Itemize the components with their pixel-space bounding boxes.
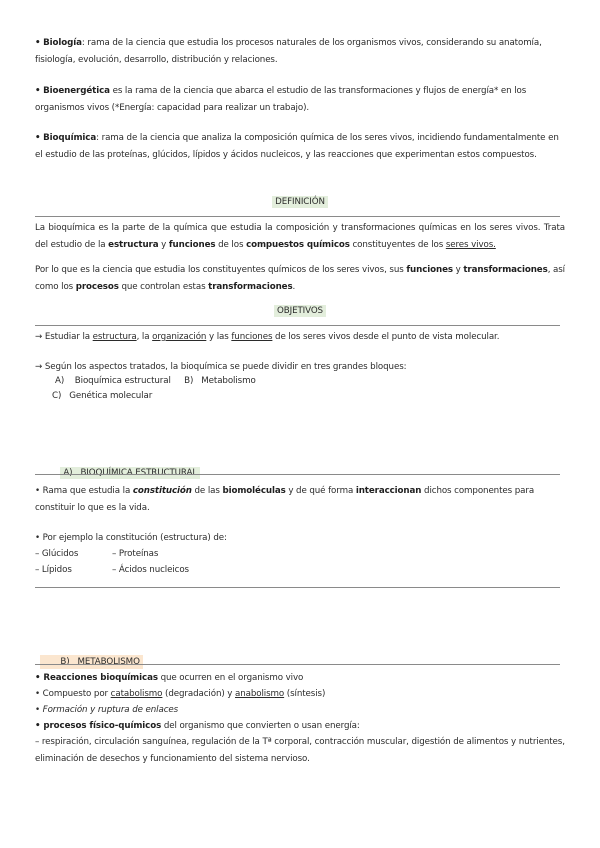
bullet: • bbox=[35, 38, 41, 48]
term-bioenergetica: Bioenergética bbox=[43, 86, 110, 96]
estructural-heading: A) BIOQUÍMICA ESTRUCTURAL bbox=[60, 467, 200, 479]
text: constituyentes de los bbox=[349, 239, 446, 250]
block-item-a: A) Bioquímica estructural bbox=[55, 376, 171, 386]
term-bioquimica: Bioquímica bbox=[43, 133, 97, 143]
metabolismo-line-5: – respiración, circulación sanguínea, regulación de la Tª corporal, contracción muscular, digestión de alimentos y nutrientes, eliminación de desechos y funcionamiento del sistema nervioso. bbox=[35, 737, 565, 764]
divider bbox=[35, 664, 560, 665]
text: Por lo que es la ciencia que estudia los constituyentes químicos de los seres vivos, sus bbox=[35, 265, 407, 275]
para-bioquimica bbox=[35, 130, 565, 163]
underlined-term: catabolismo bbox=[110, 689, 163, 699]
metabolismo-line-3 bbox=[35, 702, 565, 719]
text: que ocurren en el organismo vivo bbox=[157, 673, 304, 683]
underlined-term: seres vivos. bbox=[445, 239, 496, 250]
text: (degradación) y bbox=[162, 689, 235, 699]
metabolismo-heading: B) METABOLISMO bbox=[40, 655, 143, 669]
text: y de qué forma bbox=[285, 486, 356, 496]
list-item: – Ácidos nucleicos bbox=[112, 565, 189, 575]
text: dichos componentes para constituir lo que es la vida. bbox=[35, 486, 535, 513]
text: → Estudiar la bbox=[35, 332, 93, 342]
estructural-paragraph-2: • Por ejemplo la constitución (estructura) de: bbox=[35, 533, 227, 543]
underlined-term: organización bbox=[152, 332, 207, 342]
underlined-term: funciones bbox=[231, 332, 273, 342]
bold-term: procesos bbox=[75, 281, 119, 292]
def-biologia: : rama de la ciencia que estudia los procesos naturales de los organismos vivos, considerando su anatomía, fisiología, evolución, desarrollo, distribución y relaciones. bbox=[35, 38, 542, 65]
bold-term: compuestos químicos bbox=[246, 239, 350, 250]
block-item-c: C) Genética molecular bbox=[52, 391, 153, 401]
objetivos-heading: OBJETIVOS bbox=[274, 305, 326, 317]
objetivos-line-2: → Según los aspectos tratados, la bioquímica se puede dividir en tres grandes bloques: bbox=[35, 362, 407, 372]
bold-term: estructura bbox=[108, 239, 159, 250]
text: y las bbox=[206, 332, 232, 342]
text: del organismo que convierten o usan energía: bbox=[161, 721, 360, 731]
text: , así como los bbox=[35, 265, 565, 292]
text: que controlan estas bbox=[118, 281, 209, 292]
divider bbox=[35, 216, 560, 217]
def-bioenergetica: es la rama de la ciencia que abarca el estudio de las transformaciones y flujos de energía* en los organismos vivos (*Energía: capacidad para realizar un trabajo). bbox=[35, 86, 527, 113]
metabolismo-line-1 bbox=[35, 670, 565, 687]
bold-term: interaccionan bbox=[355, 486, 422, 496]
metabolismo-line-2 bbox=[35, 686, 565, 703]
estructural-paragraph-1 bbox=[35, 483, 565, 516]
list-item: – Proteínas bbox=[112, 549, 159, 559]
definicion-heading-wrap bbox=[0, 195, 600, 209]
bold-term: funciones bbox=[168, 239, 216, 250]
objetivos-line-1 bbox=[35, 329, 565, 346]
bold-italic-term: constitución bbox=[132, 486, 192, 496]
para-biologia bbox=[35, 35, 565, 68]
bold-term: biomoléculas bbox=[222, 486, 286, 496]
bold-term: transformaciones bbox=[463, 265, 548, 275]
estructural-heading-wrap bbox=[55, 452, 200, 480]
bullet: • bbox=[35, 86, 41, 96]
metabolismo-line-4 bbox=[35, 718, 565, 735]
list-item: – Lípidos bbox=[35, 565, 72, 575]
underlined-term: anabolismo bbox=[235, 689, 285, 699]
italic-text: • Formación y ruptura de enlaces bbox=[35, 705, 179, 715]
term-biologia: Biología bbox=[43, 38, 82, 48]
divider bbox=[35, 474, 560, 475]
divider bbox=[35, 325, 560, 326]
text: y bbox=[158, 239, 169, 250]
text: La bioquímica es la parte de la química que estudia la composición y transformaciones químicas en los seres vivos. Trata del estudio de la bbox=[35, 223, 565, 250]
text: de las bbox=[191, 486, 223, 496]
def-bioquimica: : rama de la ciencia que analiza la composición química de los seres vivos, incidiendo fundamentalmente en el estudio de las proteínas, glúcidos, lípidos y ácidos nucleicos, y las reacciones que experimentan estos compuestos. bbox=[35, 133, 559, 160]
underlined-term: estructura bbox=[92, 332, 137, 342]
definicion-paragraph-1 bbox=[35, 220, 565, 253]
definicion-paragraph-2 bbox=[35, 262, 565, 295]
block-item-b: B) Metabolismo bbox=[184, 376, 256, 386]
objetivos-heading-wrap bbox=[0, 304, 600, 318]
bullet: • bbox=[35, 133, 41, 143]
bold-term: • Reacciones bioquímicas bbox=[35, 673, 158, 683]
definicion-heading: DEFINICIÓN bbox=[272, 196, 328, 208]
para-bioenergetica bbox=[35, 83, 565, 116]
text: de los seres vivos desde el punto de vista molecular. bbox=[272, 332, 500, 342]
bold-term: transformaciones bbox=[208, 281, 293, 292]
divider bbox=[35, 587, 560, 588]
text: . bbox=[292, 281, 296, 292]
text: • Rama que estudia la bbox=[35, 486, 133, 496]
text: (síntesis) bbox=[284, 689, 326, 699]
bold-term: • procesos físico-químicos bbox=[35, 721, 162, 731]
text: • Compuesto por bbox=[35, 689, 111, 699]
text: y bbox=[452, 265, 464, 275]
list-item: – Glúcidos bbox=[35, 549, 79, 559]
bold-term: funciones bbox=[406, 265, 453, 275]
text: , la bbox=[136, 332, 153, 342]
text: de los bbox=[215, 239, 247, 250]
